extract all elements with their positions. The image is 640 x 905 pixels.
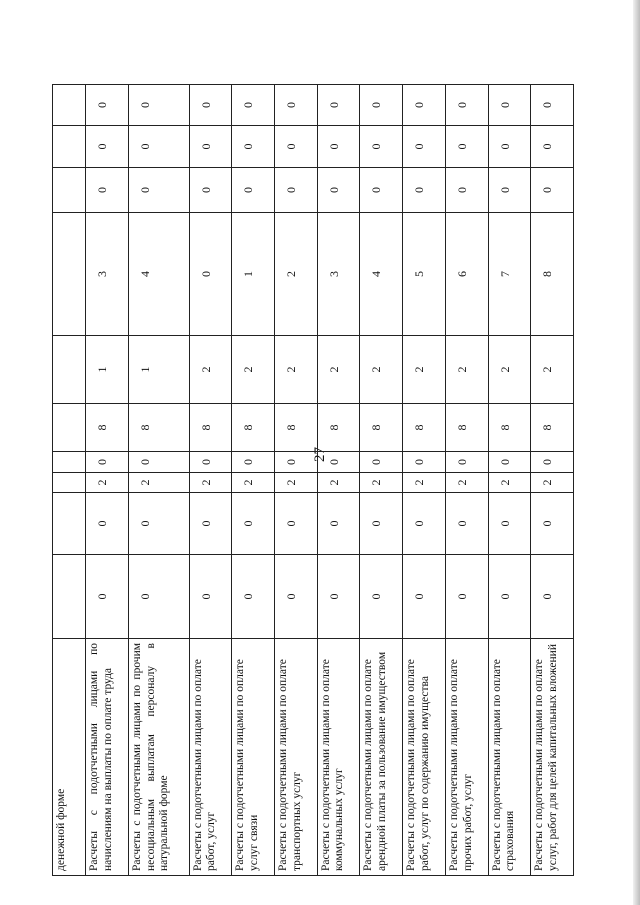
account-code-cell: 0 <box>274 85 317 126</box>
table-row <box>128 85 189 876</box>
account-code-cell: 4 <box>128 213 189 336</box>
header-cell <box>53 85 86 126</box>
account-code-cell: 2 <box>189 473 232 493</box>
table-row <box>86 85 129 876</box>
account-code-cell: 2 <box>86 473 129 493</box>
account-code-cell: 2 <box>189 336 232 404</box>
account-description-cell: Расчеты с подотчетными лицами по оплате транспортных услуг <box>274 639 317 876</box>
table-row <box>232 85 275 876</box>
account-code-cell: 0 <box>317 168 360 213</box>
account-code-cell: 0 <box>317 85 360 126</box>
account-description-cell: Расчеты с подотчетными лицами по оплате арендной платы за пользование имуществом <box>360 639 403 876</box>
account-code-cell: 0 <box>189 85 232 126</box>
header-cell <box>53 555 86 639</box>
account-code-cell: 0 <box>86 85 129 126</box>
account-code-cell: 8 <box>488 404 531 452</box>
header-cell <box>53 126 86 168</box>
account-code-cell: 0 <box>128 493 189 555</box>
account-code-cell: 0 <box>403 493 446 555</box>
account-code-cell: 8 <box>274 404 317 452</box>
account-code-cell: 0 <box>86 555 129 639</box>
account-code-cell: 8 <box>189 404 232 452</box>
account-code-cell: 2 <box>274 473 317 493</box>
account-code-cell: 2 <box>274 213 317 336</box>
header-cell <box>53 168 86 213</box>
account-code-cell: 2 <box>360 473 403 493</box>
header-cell-description: денежной форме <box>53 639 86 876</box>
account-code-cell: 0 <box>403 452 446 473</box>
account-code-cell: 2 <box>232 473 275 493</box>
account-code-cell: 8 <box>531 213 574 336</box>
account-code-cell: 0 <box>360 555 403 639</box>
account-code-cell: 2 <box>488 336 531 404</box>
account-code-cell: 2 <box>445 336 488 404</box>
account-code-cell: 0 <box>403 168 446 213</box>
account-code-cell: 0 <box>488 168 531 213</box>
account-code-cell: 0 <box>86 452 129 473</box>
table-header-row <box>53 85 86 876</box>
table-row <box>360 85 403 876</box>
account-code-cell: 0 <box>232 452 275 473</box>
account-description-cell: Расчеты с подотчетными лицами по оплате страхования <box>488 639 531 876</box>
account-code-cell: 8 <box>360 404 403 452</box>
account-code-cell: 0 <box>128 168 189 213</box>
account-code-cell: 0 <box>531 168 574 213</box>
account-code-cell: 8 <box>86 404 129 452</box>
account-code-cell: 0 <box>445 126 488 168</box>
account-code-cell: 0 <box>403 85 446 126</box>
account-code-cell: 0 <box>189 555 232 639</box>
header-cell <box>53 404 86 452</box>
account-code-cell: 2 <box>128 473 189 493</box>
account-code-cell: 0 <box>445 555 488 639</box>
account-code-cell: 0 <box>360 452 403 473</box>
account-code-cell: 2 <box>360 336 403 404</box>
account-description-cell: Расчеты с подотчетными лицами по оплате услуг связи <box>232 639 275 876</box>
account-code-cell: 0 <box>531 555 574 639</box>
account-code-cell: 2 <box>531 336 574 404</box>
account-code-cell: 1 <box>128 336 189 404</box>
account-code-cell: 0 <box>232 126 275 168</box>
account-code-cell: 0 <box>189 168 232 213</box>
account-code-cell: 0 <box>531 126 574 168</box>
account-description-cell: Расчеты с подотчетными лицами по прочим несоциальным выплатам персоналу в натуральной форме <box>128 639 189 876</box>
account-code-cell: 0 <box>317 493 360 555</box>
table-row <box>531 85 574 876</box>
account-code-cell: 2 <box>488 473 531 493</box>
account-code-cell: 0 <box>531 452 574 473</box>
account-code-cell: 0 <box>445 452 488 473</box>
account-code-cell: 2 <box>531 473 574 493</box>
account-code-cell: 2 <box>317 473 360 493</box>
account-code-cell: 0 <box>274 452 317 473</box>
account-code-cell: 0 <box>128 85 189 126</box>
account-code-cell: 0 <box>86 168 129 213</box>
account-code-cell: 1 <box>86 336 129 404</box>
account-code-cell: 2 <box>317 336 360 404</box>
header-cell <box>53 493 86 555</box>
account-code-cell: 8 <box>445 404 488 452</box>
account-code-cell: 0 <box>445 493 488 555</box>
account-code-cell: 0 <box>488 126 531 168</box>
account-code-cell: 0 <box>232 493 275 555</box>
account-code-cell: 8 <box>317 404 360 452</box>
header-cell <box>53 336 86 404</box>
account-code-cell: 0 <box>531 493 574 555</box>
account-code-cell: 0 <box>128 452 189 473</box>
account-code-cell: 0 <box>232 555 275 639</box>
account-code-cell: 1 <box>232 213 275 336</box>
table-row <box>189 85 232 876</box>
account-code-cell: 2 <box>403 473 446 493</box>
rotated-table-container <box>52 85 574 876</box>
account-code-cell: 0 <box>360 493 403 555</box>
header-cell <box>53 213 86 336</box>
account-code-cell: 0 <box>86 126 129 168</box>
account-code-cell: 0 <box>445 168 488 213</box>
page-number-text: 27 <box>311 447 328 462</box>
account-code-cell: 0 <box>274 493 317 555</box>
account-code-cell: 0 <box>317 452 360 473</box>
table-row <box>488 85 531 876</box>
account-code-cell: 6 <box>445 213 488 336</box>
account-code-cell: 8 <box>128 404 189 452</box>
account-code-cell: 2 <box>445 473 488 493</box>
account-description-cell: Расчеты с подотчетными лицами по оплате работ, услуг по содержанию имущества <box>403 639 446 876</box>
account-description-cell: Расчеты с подотчетными лицами по начислениям на выплаты по оплате труда <box>86 639 129 876</box>
account-code-cell: 0 <box>360 168 403 213</box>
account-description-cell: Расчеты с подотчетными лицами по оплате услуг, работ для целей капитальных вложений <box>531 639 574 876</box>
accounts-table <box>52 84 574 876</box>
account-code-cell: 0 <box>488 493 531 555</box>
account-code-cell: 0 <box>445 85 488 126</box>
account-code-cell: 3 <box>317 213 360 336</box>
account-code-cell: 0 <box>128 126 189 168</box>
header-cell <box>53 473 86 493</box>
header-cell <box>53 452 86 473</box>
account-code-cell: 7 <box>488 213 531 336</box>
account-code-cell: 0 <box>274 126 317 168</box>
account-code-cell: 0 <box>189 493 232 555</box>
account-code-cell: 0 <box>86 493 129 555</box>
account-code-cell: 0 <box>488 452 531 473</box>
account-code-cell: 0 <box>403 555 446 639</box>
account-code-cell: 0 <box>360 85 403 126</box>
account-code-cell: 3 <box>86 213 129 336</box>
account-code-cell: 5 <box>403 213 446 336</box>
account-code-cell: 0 <box>531 85 574 126</box>
account-code-cell: 8 <box>232 404 275 452</box>
account-code-cell: 2 <box>403 336 446 404</box>
account-code-cell: 0 <box>232 168 275 213</box>
account-code-cell: 0 <box>403 126 446 168</box>
account-code-cell: 0 <box>274 555 317 639</box>
account-code-cell: 0 <box>317 555 360 639</box>
table-row <box>274 85 317 876</box>
account-code-cell: 4 <box>360 213 403 336</box>
table-row <box>445 85 488 876</box>
account-code-cell: 2 <box>274 336 317 404</box>
account-code-cell: 0 <box>232 85 275 126</box>
account-code-cell: 0 <box>488 85 531 126</box>
account-code-cell: 0 <box>274 168 317 213</box>
account-code-cell: 0 <box>189 452 232 473</box>
account-code-cell: 8 <box>531 404 574 452</box>
table-row <box>403 85 446 876</box>
account-description-cell: Расчеты с подотчетными лицами по оплате работ, услуг <box>189 639 232 876</box>
account-code-cell: 0 <box>189 126 232 168</box>
account-code-cell: 2 <box>232 336 275 404</box>
account-code-cell: 0 <box>189 213 232 336</box>
account-description-cell: Расчеты с подотчетными лицами по оплате прочих работ, услуг <box>445 639 488 876</box>
account-code-cell: 0 <box>128 555 189 639</box>
account-code-cell: 0 <box>488 555 531 639</box>
account-description-cell: Расчеты с подотчетными лицами по оплате коммунальных услуг <box>317 639 360 876</box>
account-code-cell: 0 <box>317 126 360 168</box>
table-row <box>317 85 360 876</box>
account-code-cell: 8 <box>403 404 446 452</box>
account-code-cell: 0 <box>360 126 403 168</box>
